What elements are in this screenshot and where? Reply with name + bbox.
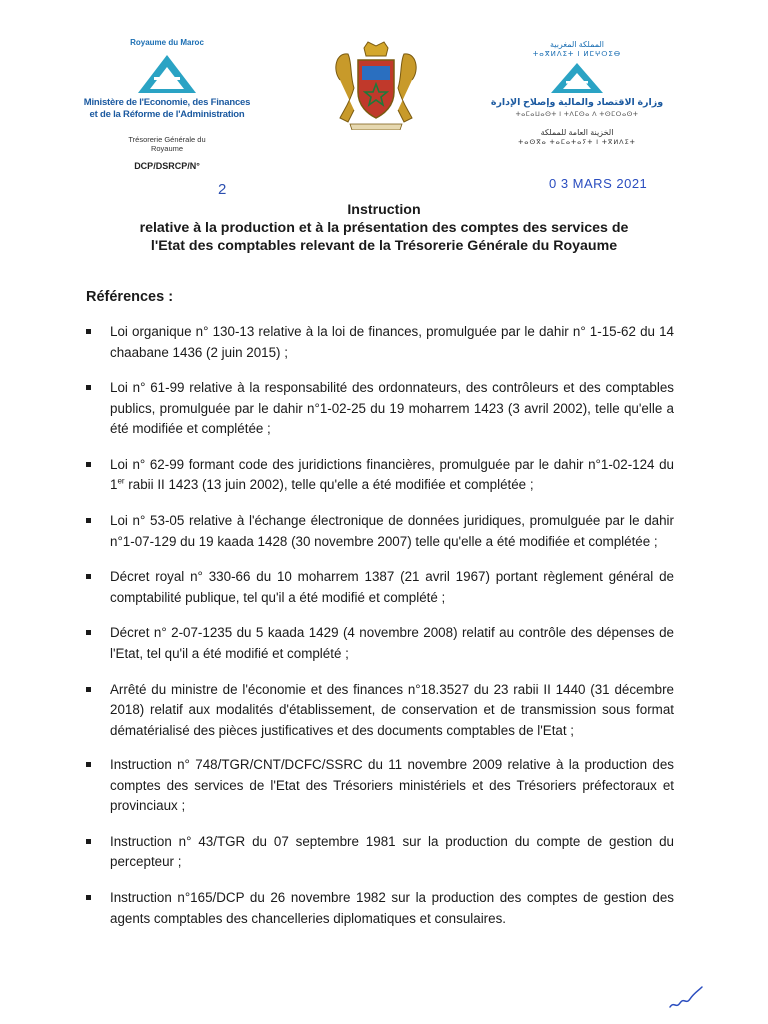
bullet-icon bbox=[86, 762, 91, 767]
tgr-line1: Trésorerie Générale du bbox=[128, 135, 206, 144]
tgr-line2: Royaume bbox=[150, 144, 184, 153]
bullet-icon bbox=[86, 574, 91, 579]
arabic-ministry-name: وزارة الاقتصاد والمالية وإصلاح الإدارة bbox=[490, 97, 664, 108]
references-heading: Références : bbox=[86, 289, 174, 305]
tifinagh-tgr-label: ⵜⴰⵙⴳⴰ ⵜⴰⵎⴰⵜⴰⵢⵜ ⵏ ⵜⴳⵍⴷⵉⵜ bbox=[518, 139, 636, 146]
reference-item: Loi n° 61-99 relative à la responsabilité des ordonnateurs, des contrôleurs et des comptables publics, promulguée par le dahir n°1-02-25 du 19 moharrem 1423 (3 avril 2002), telle qu'elle a été modifiée et complétée ; bbox=[84, 378, 674, 440]
handwritten-initials-icon bbox=[666, 983, 706, 1013]
ministry-logo-right-icon bbox=[547, 61, 607, 95]
document-reference: DCP/DSRCP/N° bbox=[134, 161, 200, 171]
reference-item: Arrêté du ministre de l'économie et des finances n°18.3527 du 23 rabii II 1440 (31 décembre 2018) relatif aux modalités d'établissement, de conservation et de transmission sous format dématérialisé des pièces justificatives et des documents comptables de l'Etat ; bbox=[84, 680, 674, 742]
bullet-icon bbox=[86, 687, 91, 692]
ministry-name-line1: Ministère de l'Economie, des Finances bbox=[83, 97, 251, 108]
reference-item: Loi n° 62-99 formant code des juridictions financières, promulguée par le dahir n°1-02-124 du 1er rabii II 1423 (13 juin 2002), telle qu'elle a été modifiée et complétée ; bbox=[84, 455, 674, 496]
arabic-tgr-label: الخزينة العامة للمملكة bbox=[540, 128, 614, 137]
reference-item: Loi n° 53-05 relative à l'échange électronique de données juridiques, promulguée par le dahir n°1-07-129 du 19 kaada 1428 (30 novembre 2007) telle qu'elle a été modifiée et complétée ; bbox=[84, 511, 674, 552]
ministry-name-line2: et de la Réforme de l'Administration bbox=[89, 109, 245, 120]
reference-item: Instruction n° 748/TGR/CNT/DCFC/SSRC du 11 novembre 2009 relative à la production des comptes des services de l'Etat des Trésoriers ministériels et des Trésoriers préfectoraux et provinciaux ; bbox=[84, 755, 674, 817]
document-title bbox=[60, 201, 708, 255]
date-stamp: 0 3 MARS 2021 bbox=[549, 176, 648, 191]
title-line1: Instruction bbox=[347, 202, 421, 218]
bullet-icon bbox=[86, 462, 91, 467]
kingdom-label: Royaume du Maroc bbox=[130, 38, 204, 47]
right-header bbox=[488, 40, 666, 146]
bullet-icon bbox=[86, 839, 91, 844]
left-header bbox=[82, 38, 252, 171]
bullet-icon bbox=[86, 518, 91, 523]
ministry-logo-icon bbox=[132, 53, 202, 95]
bullet-icon bbox=[86, 895, 91, 900]
reference-item: Instruction n°165/DCP du 26 novembre 1982 sur la production des comptes de gestion des agents comptables des chancelleries diplomatiques et consulaires. bbox=[84, 888, 674, 929]
reference-item: Décret n° 2-07-1235 du 5 kaada 1429 (4 novembre 2008) relatif au contrôle des dépenses de l'Etat, tel qu'il a été modifié et complété ; bbox=[84, 623, 674, 664]
arabic-kingdom-label: المملكة المغربية bbox=[550, 40, 604, 49]
bullet-icon bbox=[86, 385, 91, 390]
reference-item: Loi organique n° 130-13 relative à la loi de finances, promulguée par le dahir n° 1-15-62 du 14 chaabane 1436 (2 juin 2015) ; bbox=[84, 322, 674, 363]
reference-item: Instruction n° 43/TGR du 07 septembre 1981 sur la production du compte de gestion du percepteur ; bbox=[84, 832, 674, 873]
reference-item: Décret royal n° 330-66 du 10 moharrem 1387 (21 avril 1967) portant règlement général de comptabilité publique, tel qu'il a été modifié et complété ; bbox=[84, 567, 674, 608]
title-line3: l'Etat des comptables relevant de la Trésorerie Générale du Royaume bbox=[150, 238, 618, 254]
tifinagh-ministry-name: ⵜⴰⵎⴰⵡⴰⵙⵜ ⵏ ⵜⴷⵎⵙⴰ ⴷ ⵜⵙⵎⵔⴰⵙⵜ bbox=[515, 111, 639, 118]
reference-number-handwritten: 2 bbox=[218, 181, 227, 198]
references-list bbox=[84, 322, 674, 944]
coat-of-arms-icon bbox=[330, 40, 422, 130]
bullet-icon bbox=[86, 630, 91, 635]
tifinagh-kingdom-label: ⵜⴰⴳⵍⴷⵉⵜ ⵏ ⵍⵎⵖⵔⵉⴱ bbox=[532, 51, 622, 58]
bullet-icon bbox=[86, 329, 91, 334]
title-line2: relative à la production et à la présentation des comptes des services de bbox=[139, 220, 629, 236]
